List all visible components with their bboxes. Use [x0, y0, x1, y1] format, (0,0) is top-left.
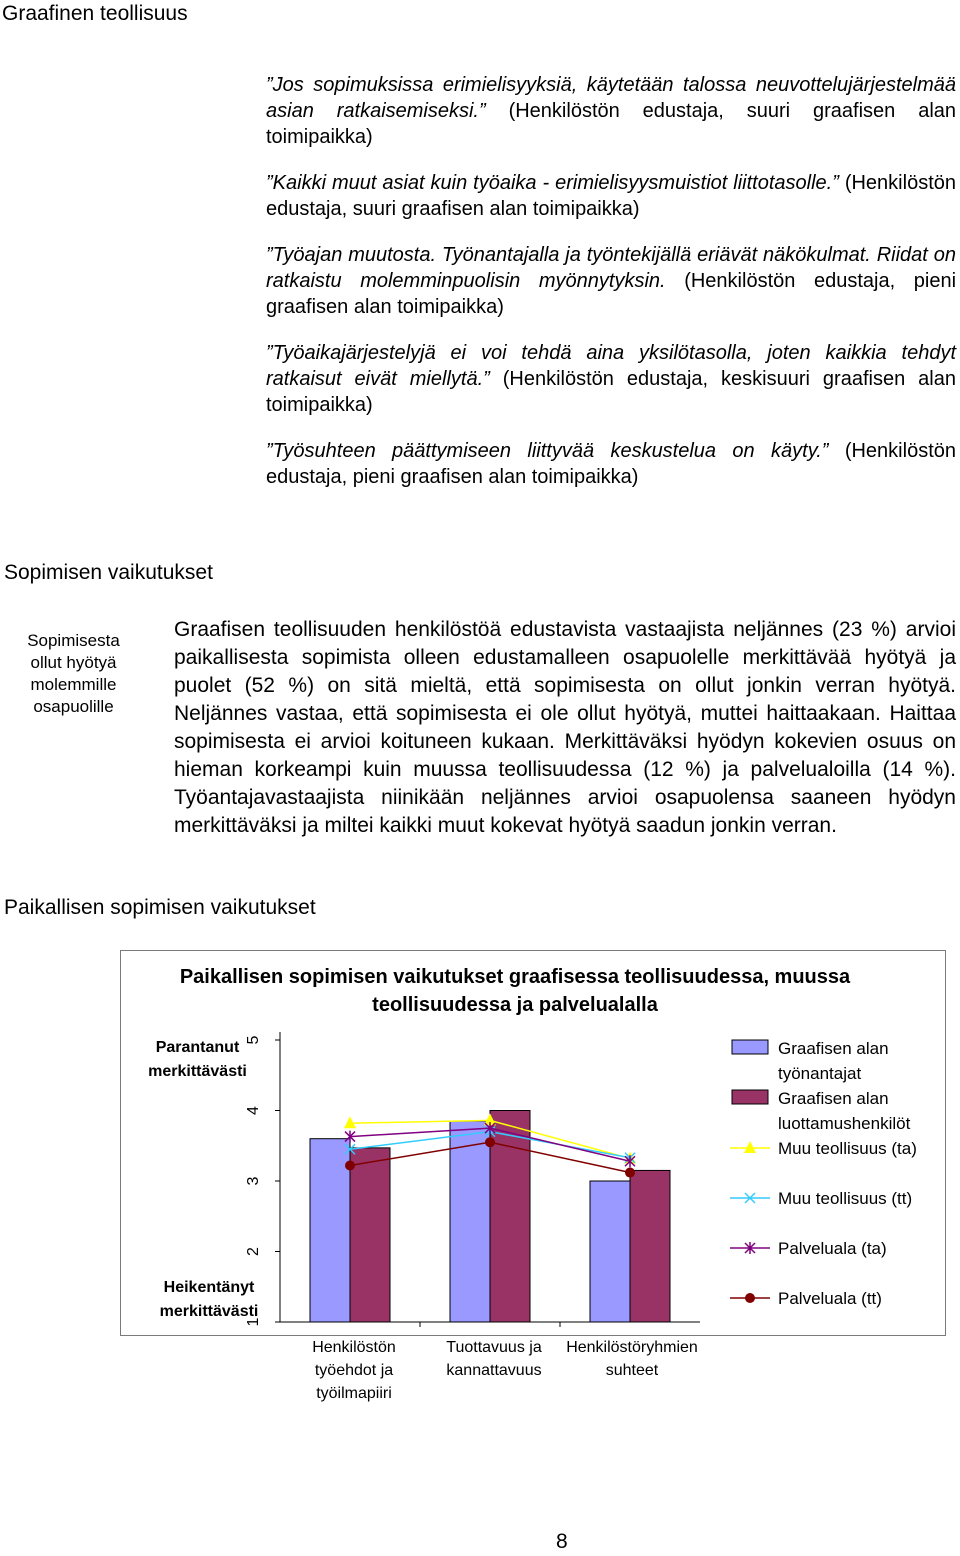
chart-legend — [730, 1036, 940, 1336]
data-point — [625, 1168, 635, 1178]
legend-swatch-triangle — [730, 1138, 770, 1158]
y-tick-label: 2 — [245, 1247, 262, 1256]
data-point — [345, 1160, 355, 1170]
legend-label: Graafisen alan työnantajat — [778, 1039, 889, 1083]
legend-item — [730, 1186, 940, 1236]
legend-item — [730, 1236, 940, 1286]
legend-label: Palveluala (tt) — [778, 1289, 882, 1308]
legend-item — [730, 1286, 940, 1336]
quote-text: ”Työaikajärjestelyjä ei voi tehdä aina yksilötasolla, joten kaikkia tehdyt ratkaisut eivät miellytä.” — [266, 342, 956, 390]
section-heading-vaikutukset: Sopimisen vaikutukset — [4, 561, 213, 584]
page-number: 8 — [556, 1530, 568, 1553]
bar — [590, 1181, 630, 1322]
bar — [350, 1148, 390, 1322]
legend-swatch-star — [730, 1238, 770, 1258]
y-tick-label: 5 — [245, 1035, 262, 1045]
category-label: Henkilöstön työehdot ja työilmapiiri — [312, 1339, 396, 1402]
bar — [490, 1111, 530, 1323]
section-heading-paikallisen: Paikallisen sopimisen vaikutukset — [4, 896, 316, 919]
bar — [310, 1139, 350, 1322]
bar — [450, 1121, 490, 1322]
bar — [630, 1170, 670, 1322]
y-tick-label: 4 — [245, 1106, 262, 1115]
legend-item — [730, 1136, 940, 1186]
quote-text: ”Jos sopimuksissa erimielisyyksiä, käytetään talossa neuvottelujärjestelmää asian ratkaisemiseksi.” — [266, 74, 956, 122]
legend-label: Muu teollisuus (tt) — [778, 1189, 913, 1208]
legend-label: Palveluala (ta) — [778, 1239, 887, 1258]
y-label-bottom: Heikentänyt merkittävästi — [159, 1279, 259, 1320]
legend-item — [730, 1036, 940, 1086]
category-label: Tuottavuus ja kannattavuus — [446, 1339, 542, 1379]
legend-swatch-x — [730, 1188, 770, 1208]
legend-swatch-circle — [730, 1288, 770, 1308]
quote-source: (Henkilöstön edustaja, pieni graafisen alan toimipaikka) — [266, 270, 957, 318]
y-tick-label: 3 — [245, 1176, 262, 1186]
legend-label: Graafisen alan luottamushenkilöt — [778, 1089, 911, 1133]
body-paragraph: Graafisen teollisuuden henkilöstöä edustavista vastaajista neljännes (23 %) arvioi paikallisesta sopimista olleen edustamalleen osapuolelle merkittävää hyötyä ja puolet (52 %) on sitä mieltä, että sopimisesta on ollut jonkin verran hyötyä. Neljännes vastaa, että sopimisesta ei ole ollut hyötyä, muttei haittaakaan. Haittaa sopimisesta ei arvioi koituneen kukaan. Merkittäväksi hyödyn kokevien osuus on hieman korkeampi kuin muussa teollisuudessa (12 %) ja palvelualoilla (14 %). Työantajavastaajista niinikään neljännes arvioi osapuolensa saaneen hyödyn merkittäväksi ja miltei kaikki muut kokevat hyötyä saadun jonkin verran. — [174, 618, 956, 837]
quote-source: (Henkilöstön edustaja, suuri graafisen alan toimipaikka) — [266, 172, 956, 220]
category-label: Henkilöstöryhmien suhteet — [566, 1339, 698, 1379]
data-point — [485, 1137, 495, 1147]
legend-item — [730, 1086, 940, 1136]
chart-title: Paikallisen sopimisen vaikutukset graafisessa teollisuudessa, muussa teollisuudessa ja palvelualalla — [179, 966, 851, 1016]
side-note: Sopimisesta ollut hyötyä molemmille osapuolille — [27, 631, 120, 716]
quote-source: (Henkilöstön edustaja, pieni graafisen alan toimipaikka) — [266, 440, 956, 488]
legend-swatch-bar — [730, 1038, 770, 1058]
legend-swatch-bar — [730, 1088, 770, 1108]
y-label-top: Parantanut merkittävästi — [148, 1039, 247, 1080]
legend-label: Muu teollisuus (ta) — [778, 1139, 917, 1158]
quote-source: (Henkilöstön edustaja, suuri graafisen alan toimipaikka) — [266, 100, 957, 148]
quote-source: (Henkilöstön edustaja, keskisuuri graafisen alan toimipaikka) — [266, 368, 956, 416]
quote-text: ”Työsuhteen päättymiseen liittyvää keskustelua on käyty.” — [266, 440, 829, 462]
y-tick-label: 1 — [245, 1317, 262, 1327]
quote-text: ”Työajan muutosta. Työnantajalla ja työntekijällä eriävät näkökulmat. Riidat on ratkaistu molemminpuolisin myönnytyksin. — [266, 244, 956, 292]
data-point — [344, 1116, 356, 1128]
quote-text: ”Kaikki muut asiat kuin työaika - erimielisyysmuistiot liittotasolle.” — [266, 172, 839, 194]
page-header: Graafinen teollisuus — [2, 2, 188, 25]
